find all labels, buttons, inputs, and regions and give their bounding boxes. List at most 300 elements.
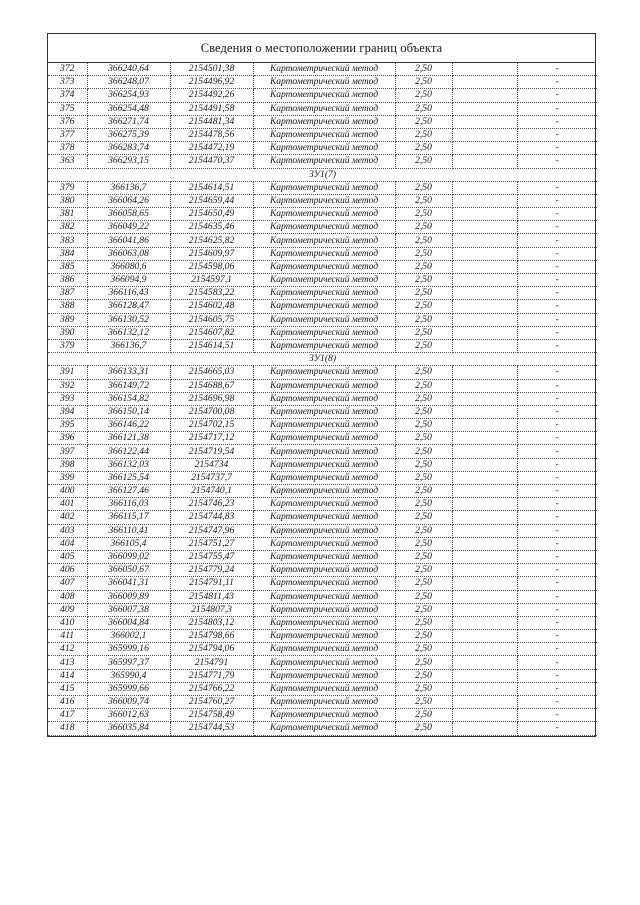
point-number-cell: 382	[48, 221, 87, 234]
point-number-cell: 375	[48, 102, 87, 115]
section-label: ЗУ1(8)	[48, 353, 597, 366]
x-coordinate-cell: 366105,4	[87, 537, 170, 550]
x-coordinate-cell: 366009,89	[87, 590, 170, 603]
note-cell: -	[517, 564, 597, 577]
note-cell: -	[517, 274, 597, 287]
x-coordinate-cell: 366099,02	[87, 550, 170, 563]
note-cell: -	[517, 590, 597, 603]
point-number-cell: 394	[48, 405, 87, 418]
section-header-row	[48, 168, 597, 181]
description-cell	[452, 577, 517, 590]
accuracy-cell: 2,50	[395, 221, 452, 234]
y-coordinate-cell: 2154758,49	[170, 709, 253, 722]
x-coordinate-cell: 366154,82	[87, 392, 170, 405]
method-cell: Картометрический метод	[253, 326, 395, 339]
x-coordinate-cell: 366121,38	[87, 432, 170, 445]
method-cell: Картометрический метод	[253, 234, 395, 247]
y-coordinate-cell: 2154597,1	[170, 274, 253, 287]
y-coordinate-cell: 2154602,48	[170, 300, 253, 313]
y-coordinate-cell: 2154607,82	[170, 326, 253, 339]
y-coordinate-cell: 2154481,34	[170, 115, 253, 128]
table-row	[48, 115, 597, 128]
x-coordinate-cell: 366283,74	[87, 142, 170, 155]
description-cell	[452, 260, 517, 273]
y-coordinate-cell: 2154491,58	[170, 102, 253, 115]
y-coordinate-cell: 2154665,03	[170, 366, 253, 379]
point-number-cell: 379	[48, 181, 87, 194]
method-cell: Картометрический метод	[253, 722, 395, 735]
x-coordinate-cell: 366240,64	[87, 63, 170, 76]
table-row	[48, 128, 597, 141]
method-cell: Картометрический метод	[253, 142, 395, 155]
x-coordinate-cell: 366136,7	[87, 339, 170, 352]
section-label: ЗУ1(7)	[48, 168, 597, 181]
accuracy-cell: 2,50	[395, 115, 452, 128]
description-cell	[452, 682, 517, 695]
x-coordinate-cell: 366133,31	[87, 366, 170, 379]
table-row	[48, 181, 597, 194]
table-row	[48, 142, 597, 155]
y-coordinate-cell: 2154688,67	[170, 379, 253, 392]
note-cell: -	[517, 630, 597, 643]
accuracy-cell: 2,50	[395, 656, 452, 669]
description-cell	[452, 142, 517, 155]
y-coordinate-cell: 2154625,82	[170, 234, 253, 247]
method-cell: Картометрический метод	[253, 524, 395, 537]
y-coordinate-cell: 2154496,92	[170, 76, 253, 89]
point-number-cell: 392	[48, 379, 87, 392]
description-cell	[452, 339, 517, 352]
table-row	[48, 616, 597, 629]
method-cell: Картометрический метод	[253, 155, 395, 168]
y-coordinate-cell: 2154766,22	[170, 682, 253, 695]
x-coordinate-cell: 366271,74	[87, 115, 170, 128]
table-row	[48, 458, 597, 471]
description-cell	[452, 313, 517, 326]
x-coordinate-cell: 366115,17	[87, 511, 170, 524]
description-cell	[452, 208, 517, 221]
point-number-cell: 403	[48, 524, 87, 537]
method-cell: Картометрический метод	[253, 656, 395, 669]
method-cell: Картометрический метод	[253, 511, 395, 524]
description-cell	[452, 155, 517, 168]
table-row	[48, 445, 597, 458]
point-number-cell: 398	[48, 458, 87, 471]
table-row	[48, 564, 597, 577]
table-row	[48, 326, 597, 339]
point-number-cell: 402	[48, 511, 87, 524]
accuracy-cell: 2,50	[395, 181, 452, 194]
point-number-cell: 389	[48, 313, 87, 326]
table-row	[48, 247, 597, 260]
description-cell	[452, 643, 517, 656]
point-number-cell: 388	[48, 300, 87, 313]
point-number-cell: 377	[48, 128, 87, 141]
y-coordinate-cell: 2154747,96	[170, 524, 253, 537]
x-coordinate-cell: 366254,93	[87, 89, 170, 102]
point-number-cell: 387	[48, 287, 87, 300]
note-cell: -	[517, 432, 597, 445]
x-coordinate-cell: 365997,37	[87, 656, 170, 669]
description-cell	[452, 405, 517, 418]
x-coordinate-cell: 366116,43	[87, 287, 170, 300]
note-cell: -	[517, 709, 597, 722]
point-number-cell: 399	[48, 471, 87, 484]
point-number-cell: 408	[48, 590, 87, 603]
y-coordinate-cell: 2154779,24	[170, 564, 253, 577]
accuracy-cell: 2,50	[395, 379, 452, 392]
table-row	[48, 155, 597, 168]
table-row	[48, 432, 597, 445]
x-coordinate-cell: 366130,52	[87, 313, 170, 326]
note-cell: -	[517, 234, 597, 247]
point-number-cell: 395	[48, 419, 87, 432]
description-cell	[452, 128, 517, 141]
method-cell: Картометрический метод	[253, 630, 395, 643]
point-number-cell: 390	[48, 326, 87, 339]
method-cell: Картометрический метод	[253, 89, 395, 102]
note-cell: -	[517, 550, 597, 563]
x-coordinate-cell: 366064,26	[87, 194, 170, 207]
note-cell: -	[517, 326, 597, 339]
x-coordinate-cell: 366132,03	[87, 458, 170, 471]
table-row	[48, 709, 597, 722]
note-cell: -	[517, 300, 597, 313]
description-cell	[452, 590, 517, 603]
method-cell: Картометрический метод	[253, 432, 395, 445]
method-cell: Картометрический метод	[253, 128, 395, 141]
description-cell	[452, 630, 517, 643]
table-row	[48, 511, 597, 524]
description-cell	[452, 564, 517, 577]
note-cell: -	[517, 260, 597, 273]
table-body	[48, 63, 597, 735]
x-coordinate-cell: 366149,72	[87, 379, 170, 392]
method-cell: Картометрический метод	[253, 696, 395, 709]
x-coordinate-cell: 366150,14	[87, 405, 170, 418]
table-row	[48, 366, 597, 379]
description-cell	[452, 458, 517, 471]
method-cell: Картометрический метод	[253, 274, 395, 287]
description-cell	[452, 221, 517, 234]
point-number-cell: 384	[48, 247, 87, 260]
point-number-cell: 372	[48, 63, 87, 76]
table-row	[48, 419, 597, 432]
method-cell: Картометрический метод	[253, 181, 395, 194]
point-number-cell: 401	[48, 498, 87, 511]
x-coordinate-cell: 366275,39	[87, 128, 170, 141]
description-cell	[452, 287, 517, 300]
table-row	[48, 590, 597, 603]
table-row	[48, 471, 597, 484]
note-cell: -	[517, 247, 597, 260]
x-coordinate-cell: 366122,44	[87, 445, 170, 458]
method-cell: Картометрический метод	[253, 260, 395, 273]
table-row	[48, 260, 597, 273]
description-cell	[452, 445, 517, 458]
accuracy-cell: 2,50	[395, 339, 452, 352]
x-coordinate-cell: 366125,54	[87, 471, 170, 484]
point-number-cell: 418	[48, 722, 87, 735]
accuracy-cell: 2,50	[395, 643, 452, 656]
x-coordinate-cell: 365999,66	[87, 682, 170, 695]
accuracy-cell: 2,50	[395, 669, 452, 682]
accuracy-cell: 2,50	[395, 603, 452, 616]
note-cell: -	[517, 128, 597, 141]
y-coordinate-cell: 2154659,44	[170, 194, 253, 207]
point-number-cell: 380	[48, 194, 87, 207]
description-cell	[452, 366, 517, 379]
description-cell	[452, 300, 517, 313]
note-cell: -	[517, 102, 597, 115]
accuracy-cell: 2,50	[395, 590, 452, 603]
x-coordinate-cell: 366050,67	[87, 564, 170, 577]
method-cell: Картометрический метод	[253, 287, 395, 300]
note-cell: -	[517, 339, 597, 352]
note-cell: -	[517, 471, 597, 484]
note-cell: -	[517, 63, 597, 76]
accuracy-cell: 2,50	[395, 287, 452, 300]
accuracy-cell: 2,50	[395, 313, 452, 326]
description-cell	[452, 550, 517, 563]
method-cell: Картометрический метод	[253, 550, 395, 563]
accuracy-cell: 2,50	[395, 550, 452, 563]
method-cell: Картометрический метод	[253, 392, 395, 405]
accuracy-cell: 2,50	[395, 471, 452, 484]
x-coordinate-cell: 366136,7	[87, 181, 170, 194]
y-coordinate-cell: 2154734	[170, 458, 253, 471]
x-coordinate-cell: 366293,15	[87, 155, 170, 168]
point-number-cell: 374	[48, 89, 87, 102]
note-cell: -	[517, 287, 597, 300]
x-coordinate-cell: 366009,74	[87, 696, 170, 709]
y-coordinate-cell: 2154807,3	[170, 603, 253, 616]
point-number-cell: 400	[48, 485, 87, 498]
accuracy-cell: 2,50	[395, 300, 452, 313]
method-cell: Картометрический метод	[253, 339, 395, 352]
accuracy-cell: 2,50	[395, 392, 452, 405]
table-row	[48, 682, 597, 695]
table-row	[48, 89, 597, 102]
method-cell: Картометрический метод	[253, 419, 395, 432]
y-coordinate-cell: 2154650,49	[170, 208, 253, 221]
accuracy-cell: 2,50	[395, 485, 452, 498]
section-header-row	[48, 353, 597, 366]
x-coordinate-cell: 366080,6	[87, 260, 170, 273]
accuracy-cell: 2,50	[395, 247, 452, 260]
document-title: Сведения о местоположении границ объекта	[48, 34, 595, 63]
description-cell	[452, 722, 517, 735]
method-cell: Картометрический метод	[253, 76, 395, 89]
method-cell: Картометрический метод	[253, 405, 395, 418]
accuracy-cell: 2,50	[395, 63, 452, 76]
accuracy-cell: 2,50	[395, 89, 452, 102]
accuracy-cell: 2,50	[395, 194, 452, 207]
y-coordinate-cell: 2154717,12	[170, 432, 253, 445]
note-cell: -	[517, 722, 597, 735]
description-cell	[452, 669, 517, 682]
note-cell: -	[517, 485, 597, 498]
note-cell: -	[517, 142, 597, 155]
table-row	[48, 274, 597, 287]
table-row	[48, 630, 597, 643]
point-number-cell: 397	[48, 445, 87, 458]
x-coordinate-cell: 366110,41	[87, 524, 170, 537]
method-cell: Картометрический метод	[253, 458, 395, 471]
x-coordinate-cell: 366049,22	[87, 221, 170, 234]
x-coordinate-cell: 366146,22	[87, 419, 170, 432]
x-coordinate-cell: 365990,4	[87, 669, 170, 682]
description-cell	[452, 511, 517, 524]
y-coordinate-cell: 2154609,97	[170, 247, 253, 260]
accuracy-cell: 2,50	[395, 709, 452, 722]
point-number-cell: 393	[48, 392, 87, 405]
table-row	[48, 392, 597, 405]
table-row	[48, 194, 597, 207]
note-cell: -	[517, 643, 597, 656]
method-cell: Картометрический метод	[253, 616, 395, 629]
accuracy-cell: 2,50	[395, 128, 452, 141]
method-cell: Картометрический метод	[253, 208, 395, 221]
x-coordinate-cell: 366063,08	[87, 247, 170, 260]
point-number-cell: 379	[48, 339, 87, 352]
y-coordinate-cell: 2154614,51	[170, 339, 253, 352]
point-number-cell: 410	[48, 616, 87, 629]
x-coordinate-cell: 366058,65	[87, 208, 170, 221]
table-row	[48, 379, 597, 392]
method-cell: Картометрический метод	[253, 247, 395, 260]
accuracy-cell: 2,50	[395, 326, 452, 339]
description-cell	[452, 181, 517, 194]
accuracy-cell: 2,50	[395, 511, 452, 524]
table-row	[48, 643, 597, 656]
note-cell: -	[517, 458, 597, 471]
method-cell: Картометрический метод	[253, 445, 395, 458]
note-cell: -	[517, 379, 597, 392]
y-coordinate-cell: 2154614,51	[170, 181, 253, 194]
method-cell: Картометрический метод	[253, 102, 395, 115]
x-coordinate-cell: 366248,07	[87, 76, 170, 89]
method-cell: Картометрический метод	[253, 564, 395, 577]
note-cell: -	[517, 603, 597, 616]
point-number-cell: 386	[48, 274, 87, 287]
table-row	[48, 234, 597, 247]
accuracy-cell: 2,50	[395, 208, 452, 221]
point-number-cell: 407	[48, 577, 87, 590]
description-cell	[452, 709, 517, 722]
method-cell: Картометрический метод	[253, 194, 395, 207]
description-cell	[452, 419, 517, 432]
note-cell: -	[517, 616, 597, 629]
method-cell: Картометрический метод	[253, 63, 395, 76]
x-coordinate-cell: 366012,63	[87, 709, 170, 722]
table-row	[48, 696, 597, 709]
note-cell: -	[517, 669, 597, 682]
x-coordinate-cell: 366041,86	[87, 234, 170, 247]
accuracy-cell: 2,50	[395, 274, 452, 287]
method-cell: Картометрический метод	[253, 379, 395, 392]
description-cell	[452, 485, 517, 498]
description-cell	[452, 234, 517, 247]
note-cell: -	[517, 76, 597, 89]
table-row	[48, 287, 597, 300]
table-row	[48, 339, 597, 352]
method-cell: Картометрический метод	[253, 603, 395, 616]
x-coordinate-cell: 366041,31	[87, 577, 170, 590]
y-coordinate-cell: 2154811,43	[170, 590, 253, 603]
point-number-cell: 415	[48, 682, 87, 695]
y-coordinate-cell: 2154791	[170, 656, 253, 669]
description-cell	[452, 392, 517, 405]
point-number-cell: 416	[48, 696, 87, 709]
note-cell: -	[517, 419, 597, 432]
point-number-cell: 391	[48, 366, 87, 379]
boundary-points-table	[48, 63, 597, 736]
y-coordinate-cell: 2154803,12	[170, 616, 253, 629]
description-cell	[452, 326, 517, 339]
accuracy-cell: 2,50	[395, 537, 452, 550]
y-coordinate-cell: 2154760,27	[170, 696, 253, 709]
accuracy-cell: 2,50	[395, 260, 452, 273]
table-row	[48, 656, 597, 669]
point-number-cell: 381	[48, 208, 87, 221]
y-coordinate-cell: 2154798,66	[170, 630, 253, 643]
point-number-cell: 409	[48, 603, 87, 616]
method-cell: Картометрический метод	[253, 709, 395, 722]
x-coordinate-cell: 366004,84	[87, 616, 170, 629]
note-cell: -	[517, 577, 597, 590]
point-number-cell: 411	[48, 630, 87, 643]
table-row	[48, 76, 597, 89]
description-cell	[452, 63, 517, 76]
method-cell: Картометрический метод	[253, 498, 395, 511]
y-coordinate-cell: 2154702,15	[170, 419, 253, 432]
accuracy-cell: 2,50	[395, 432, 452, 445]
y-coordinate-cell: 2154751,27	[170, 537, 253, 550]
x-coordinate-cell: 366132,12	[87, 326, 170, 339]
y-coordinate-cell: 2154501,38	[170, 63, 253, 76]
accuracy-cell: 2,50	[395, 234, 452, 247]
point-number-cell: 417	[48, 709, 87, 722]
description-cell	[452, 89, 517, 102]
note-cell: -	[517, 115, 597, 128]
table-row	[48, 537, 597, 550]
description-cell	[452, 102, 517, 115]
description-cell	[452, 76, 517, 89]
accuracy-cell: 2,50	[395, 445, 452, 458]
y-coordinate-cell: 2154605,75	[170, 313, 253, 326]
note-cell: -	[517, 511, 597, 524]
x-coordinate-cell: 366254,48	[87, 102, 170, 115]
description-cell	[452, 498, 517, 511]
accuracy-cell: 2,50	[395, 524, 452, 537]
y-coordinate-cell: 2154492,26	[170, 89, 253, 102]
description-cell	[452, 379, 517, 392]
coordinates-sheet	[47, 33, 596, 737]
note-cell: -	[517, 366, 597, 379]
description-cell	[452, 471, 517, 484]
point-number-cell: 385	[48, 260, 87, 273]
y-coordinate-cell: 2154744,83	[170, 511, 253, 524]
y-coordinate-cell: 2154755,47	[170, 550, 253, 563]
description-cell	[452, 194, 517, 207]
point-number-cell: 404	[48, 537, 87, 550]
y-coordinate-cell: 2154598,06	[170, 260, 253, 273]
table-row	[48, 577, 597, 590]
accuracy-cell: 2,50	[395, 722, 452, 735]
y-coordinate-cell: 2154740,1	[170, 485, 253, 498]
method-cell: Картометрический метод	[253, 577, 395, 590]
